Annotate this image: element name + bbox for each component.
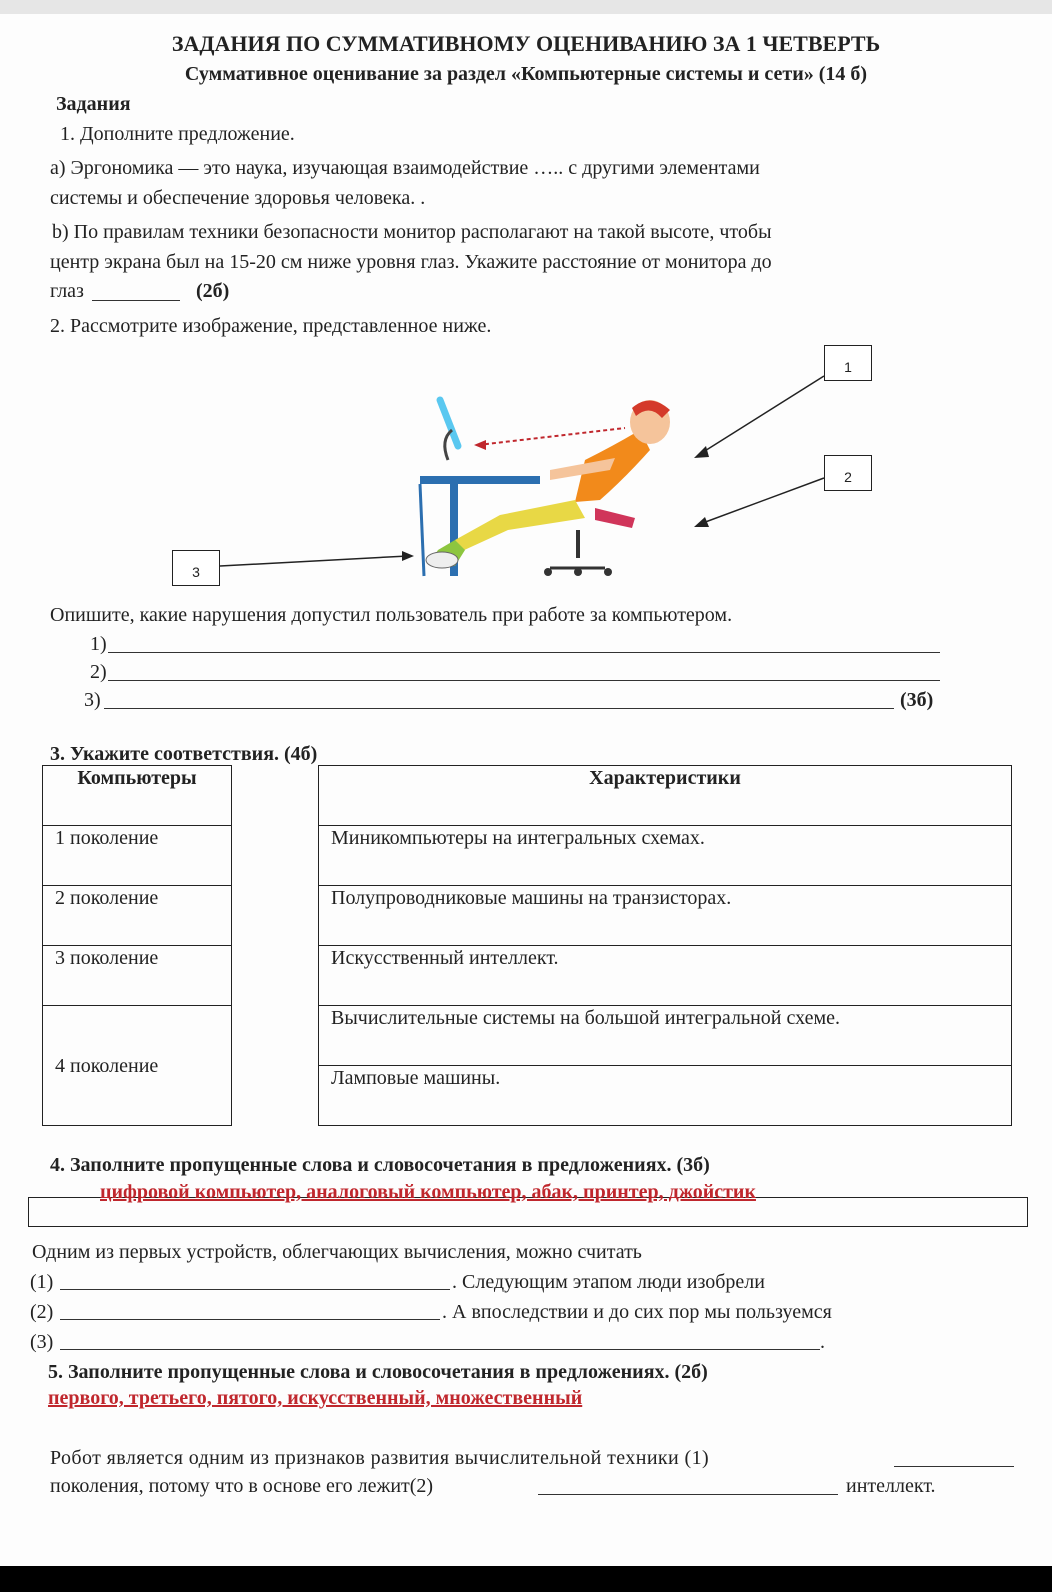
- generation-1[interactable]: 1 поколение: [43, 826, 232, 886]
- task2-points: (3б): [900, 689, 934, 711]
- task3-heading: 3. Укажите соответствия. (4б): [50, 743, 318, 765]
- task2-answer-3-label: 3): [84, 689, 101, 711]
- callout-label-2: 2: [824, 455, 872, 491]
- task5-line2: поколения, потому что в основе его лежит(2): [50, 1475, 434, 1497]
- generation-4[interactable]: 4 поколение: [43, 1006, 232, 1126]
- tasks-label: Задания: [56, 93, 131, 115]
- computers-header: Компьютеры: [43, 766, 232, 826]
- task4-after1: . Следующим этапом люди изобрели: [452, 1271, 765, 1293]
- task5-heading: 5. Заполните пропущенные слова и словосочетания в предложениях. (2б): [48, 1361, 708, 1383]
- characteristic-item[interactable]: Искусственный интеллект.: [319, 946, 1012, 1006]
- task1-points: (2б): [196, 280, 230, 302]
- task5-line1: Робот является одним из признаков развития вычислительной техники (1): [50, 1447, 710, 1469]
- task5-blank2[interactable]: [538, 1494, 838, 1495]
- characteristics-header: Характеристики: [319, 766, 1012, 826]
- generation-2[interactable]: 2 поколение: [43, 886, 232, 946]
- computers-table: [42, 765, 232, 1126]
- task2-answer-1-blank[interactable]: [108, 652, 940, 653]
- page-title: ЗАДАНИЯ ПО СУММАТИВНОМУ ОЦЕНИВАНИЮ ЗА 1 ЧЕТВЕРТЬ: [171, 31, 881, 56]
- task4-blank3[interactable]: [60, 1349, 820, 1350]
- task2-answer-2-label: 2): [90, 661, 107, 683]
- task4-word-bank: цифровой компьютер, аналоговый компьютер, абак, принтер, джойстик: [100, 1181, 756, 1203]
- ergonomics-illustration: [400, 390, 700, 590]
- task1-b-line1: b) По правилам техники безопасности монитор располагают на такой высоте, чтобы: [52, 221, 772, 243]
- task4-blank1-label: (1): [30, 1271, 54, 1293]
- callout-label-1: 1: [824, 345, 872, 381]
- characteristic-item[interactable]: Ламповые машины.: [319, 1066, 1012, 1126]
- task5-word-bank: первого, третьего, пятого, искусственный, множественный: [48, 1387, 583, 1409]
- task1-b-line3: глаз: [50, 280, 84, 302]
- task4-heading: 4. Заполните пропущенные слова и словосочетания в предложениях. (3б): [50, 1154, 710, 1176]
- characteristic-item[interactable]: Вычислительные системы на большой интегральной схеме.: [319, 1006, 1012, 1066]
- bottom-edge: [0, 1566, 1052, 1592]
- task2-heading: 2. Рассмотрите изображение, представленное ниже.: [50, 315, 492, 337]
- task1-answer-blank[interactable]: [92, 300, 180, 301]
- task4-blank1[interactable]: [60, 1289, 450, 1290]
- task5-blank1[interactable]: [894, 1466, 1014, 1467]
- task2-answer-3-blank[interactable]: [104, 708, 894, 709]
- task4-blank2[interactable]: [60, 1319, 440, 1320]
- top-edge: [0, 0, 1052, 14]
- page-subtitle: Суммативное оценивание за раздел «Компьютерные системы и сети» (14 б): [184, 63, 868, 85]
- task4-after3: .: [820, 1331, 825, 1353]
- task1-a-line2: системы и обеспечение здоровья человека. .: [50, 187, 426, 209]
- task4-after2: . А впоследствии и до сих пор мы пользуемся: [442, 1301, 832, 1323]
- task2-answer-2-blank[interactable]: [108, 680, 940, 681]
- generation-3[interactable]: 3 поколение: [43, 946, 232, 1006]
- task1-b-line2: центр экрана был на 15-20 см ниже уровня глаз. Укажите расстояние от монитора до: [50, 251, 772, 273]
- characteristics-table: [318, 765, 1012, 1126]
- task4-blank2-label: (2): [30, 1301, 54, 1323]
- task1-a-line1: а) Эргономика — это наука, изучающая взаимодействие ….. с другими элементами: [50, 157, 760, 179]
- task4-line1: Одним из первых устройств, облегчающих вычисления, можно считать: [32, 1241, 642, 1263]
- task2-prompt: Опишите, какие нарушения допустил пользователь при работе за компьютером.: [50, 604, 733, 626]
- characteristic-item[interactable]: Полупроводниковые машины на транзисторах.: [319, 886, 1012, 946]
- callout-label-3: 3: [172, 550, 220, 586]
- task1-heading: 1. Дополните предложение.: [60, 123, 295, 145]
- task2-answer-1-label: 1): [90, 633, 107, 655]
- task5-line2-suffix: интеллект.: [846, 1475, 936, 1497]
- task4-blank3-label: (3): [30, 1331, 54, 1353]
- characteristic-item[interactable]: Миникомпьютеры на интегральных схемах.: [319, 826, 1012, 886]
